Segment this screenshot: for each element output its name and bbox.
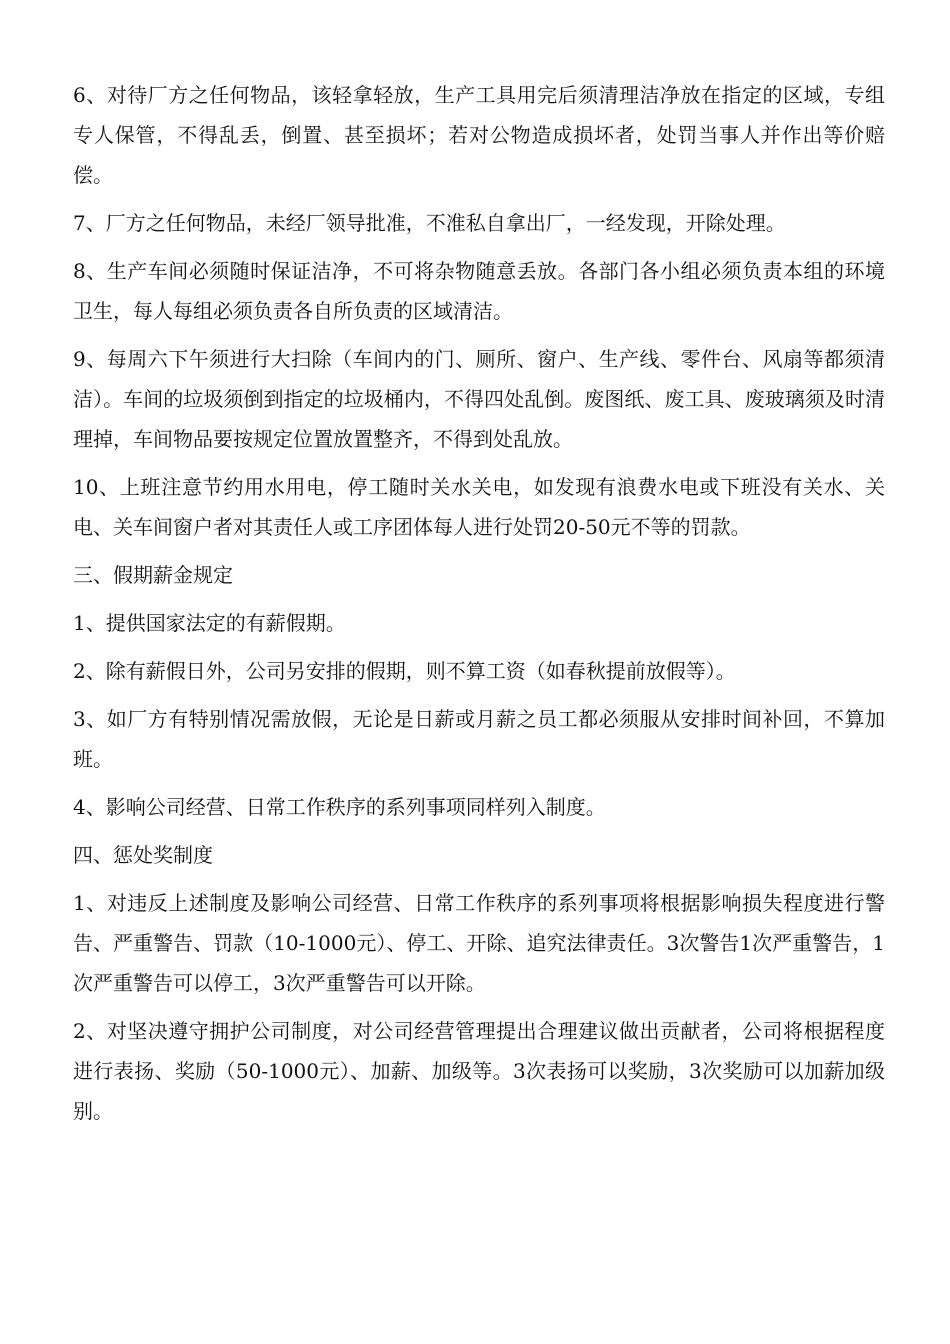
- rule-item-9: 9、每周六下午须进行大扫除（车间内的门、厕所、窗户、生产线、零件台、风扇等都须清洁）。车间的垃圾须倒到指定的垃圾桶内，不得四处乱倒。废图纸、废工具、废玻璃须及时清理掉，车间物品要按规定位置放置整齐，不得到处乱放。: [73, 347, 885, 451]
- section-heading-holiday-pay: 三、假期薪金规定: [73, 563, 233, 587]
- holiday-item-1: 1、提供国家法定的有薪假期。: [73, 611, 346, 635]
- holiday-item-3: 3、如厂方有特别情况需放假，无论是日薪或月薪之员工都必须服从安排时间补回，不算加班。: [73, 707, 885, 771]
- holiday-item-4: 4、影响公司经营、日常工作秩序的系列事项同样列入制度。: [73, 795, 606, 819]
- rule-item-8: 8、生产车间必须随时保证洁净，不可将杂物随意丢放。各部门各小组必须负责本组的环境卫生，每人每组必须负责各自所负责的区域清洁。: [73, 259, 885, 323]
- discipline-item-1: 1、对违反上述制度及影响公司经营、日常工作秩序的系列事项将根据影响损失程度进行警告、严重警告、罚款（10-1000元）、停工、开除、追究法律责任。3次警告1次严重警告，1次严重警告可以停工，3次严重警告可以开除。: [73, 891, 885, 995]
- document-page: [73, 75, 885, 1139]
- rule-item-7: 7、厂方之任何物品，未经厂领导批准，不准私自拿出厂，一经发现，开除处理。: [73, 211, 786, 235]
- discipline-item-2: 2、对坚决遵守拥护公司制度，对公司经营管理提出合理建议做出贡献者，公司将根据程度进行表扬、奖励（50-1000元）、加薪、加级等。3次表扬可以奖励，3次奖励可以加薪加级别。: [73, 1019, 885, 1123]
- section-heading-discipline: 四、惩处奖制度: [73, 843, 213, 867]
- rule-item-6: 6、对待厂方之任何物品，该轻拿轻放，生产工具用完后须清理洁净放在指定的区域，专组专人保管，不得乱丢，倒置、甚至损坏；若对公物造成损坏者，处罚当事人并作出等价赔偿。: [73, 83, 885, 187]
- holiday-item-2: 2、除有薪假日外，公司另安排的假期，则不算工资（如春秋提前放假等）。: [73, 659, 736, 683]
- rule-item-10: 10、上班注意节约用水用电，停工随时关水关电，如发现有浪费水电或下班没有关水、关电、关车间窗户者对其责任人或工序团体每人进行处罚20-50元不等的罚款。: [73, 475, 885, 539]
